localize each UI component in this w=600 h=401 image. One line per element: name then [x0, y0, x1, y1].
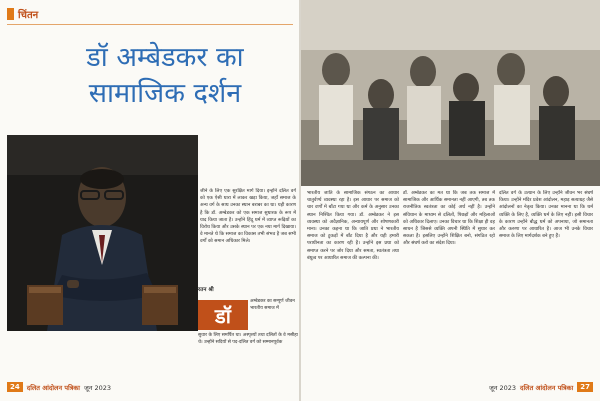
right-page-column-3: दलित वर्ग के उत्थान के लिए उन्होंने जीवन भर संघर्ष किया। उन्होंने मंदिर प्रवेश आंदोलन, महाड़ सत्याग्रह जैसे आंदोलनों का नेतृत्व किया। उनका मानना था कि धर्म व्यक्ति के लिए है, व्यक्ति धर्म के लिए नहीं। इसी विचार के कारण उन्होंने बौद्ध धर्म को अपनाया, जो समानता और करुणा पर आधारित है। आज भी उनके विचार समाज के लिए मार्गदर्शक बने हुए हैं।: [499, 191, 593, 240]
bio-text-continued: सुधार के लिए समर्पित था। अस्पृश्यों तथा दलितों के वे मसीहा थे। उन्होंने सदियों से पद-दलित वर्ग को सम्मानपूर्वक: [198, 333, 298, 345]
article-title: [50, 40, 280, 112]
section-tag-marker: [7, 8, 14, 20]
right-page-column-2: डॉ. अम्बेडकर का मत था कि जब तक समाज में सामाजिक और आर्थिक समानता नहीं आएगी, तब तक राजनीतिक स्वतंत्रता का कोई अर्थ नहीं है। उन्होंने संविधान के माध्यम से दलितों, पिछड़ों और महिलाओं को अधिकार दिलाए। उनका विचार था कि शिक्षा ही वह साधन है जिससे व्यक्ति अपनी स्थिति में सुधार कर सकता है। इसलिए उन्होंने शिक्षित बनो, संगठित रहो और संघर्ष करो का संदेश दिया।: [403, 191, 495, 247]
right-footer-magazine: दलित आंदोलन पत्रिका: [520, 383, 574, 392]
right-page-number: 27: [577, 382, 593, 392]
left-page-number: 24: [7, 382, 23, 392]
left-page: [0, 0, 299, 401]
header-rule: [7, 24, 293, 25]
author-name: रतन श्री: [198, 287, 214, 293]
left-footer-magazine: दलित आंदोलन पत्रिका: [26, 383, 80, 392]
right-footer-issue: जून 2023: [488, 383, 517, 392]
bio-text: अम्बेडकर का सम्पूर्ण जीवन भारतीय समाज में: [250, 299, 295, 311]
bio-dropcap: [198, 300, 248, 330]
left-page-column-3: जीने के लिए एक सुरक्षित मार्ग दिया। इन्होंने दलित वर्ग को एक ऐसी धारा में लाकर खड़ा किया, जहाँ समाज के अन्य वर्ग के साथ उनका स्थान बराबर का था। यही कारण है कि डॉ. अम्बेडकर को एक समाज सुधारक के रूप में याद किया जाता है। उन्होंने हिंदू धर्म में व्याप्त रूढ़ियों का विरोध किया और उसके स्थान पर एक नया मार्ग दिखाया। वे मानते थे कि समाज का विकास तभी संभव है जब सभी वर्गों को समान अधिकार मिले।: [200, 189, 296, 245]
right-footer: [489, 381, 593, 393]
ambedkar-portrait-image: [7, 135, 198, 331]
section-tag-label: चिंतन: [18, 10, 39, 21]
left-footer-issue: जून 2023: [83, 383, 112, 392]
right-page-column-1: भारतीय जाति के सामाजिक संगठन का आधार चातुर्वर्ण्य व्यवस्था रहा है। इस आधार पर समाज को चार वर्णों में बाँटा गया था और कर्म के अनुसार उनका स्थान निश्चित किया गया। डॉ. अम्बेडकर ने इस व्यवस्था को अवैज्ञानिक, अन्यायपूर्ण और शोषणकारी माना। उनका कहना था कि जाति प्रथा ने भारतीय समाज को टुकड़ों में बाँट दिया है और यही हमारी पराधीनता का कारण रही है। उन्होंने इस प्रथा को समाप्त करने पर जोर दिया और समता, स्वतंत्रता तथा बंधुत्व पर आधारित समाज की कल्पना की।: [307, 191, 399, 261]
section-tag: [7, 7, 38, 21]
left-footer: [7, 381, 111, 393]
bio-dropcap-letter: डॉ: [215, 303, 231, 328]
article-title-line1: डॉ अम्बेडकर का: [86, 42, 244, 73]
article-title-line2: सामाजिक दर्शन: [88, 78, 242, 109]
historic-photo: [301, 0, 600, 186]
